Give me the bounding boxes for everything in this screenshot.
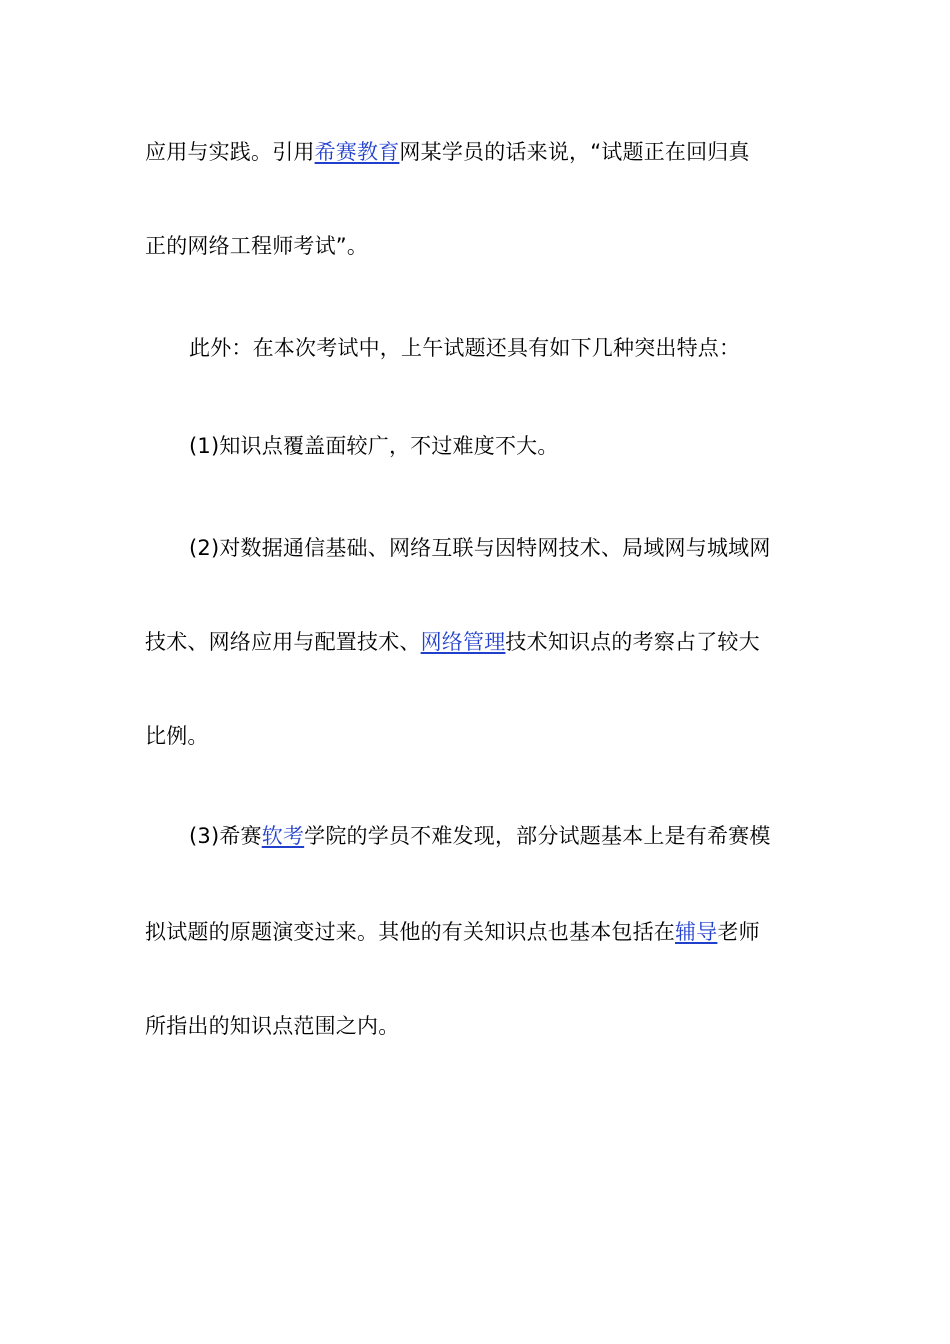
- text-segment: 技术、网络应用与配置技术、: [145, 630, 421, 654]
- link-network-management[interactable]: 网络管理: [420, 630, 506, 654]
- text-segment: (3)希赛: [189, 824, 262, 848]
- link-tutoring[interactable]: 辅导: [675, 920, 718, 944]
- list-item-2-line-3: [145, 722, 209, 750]
- list-item-2-line-1: [189, 534, 771, 562]
- text-segment: 应用与实践。引用: [145, 140, 315, 164]
- text-segment: 比例。: [145, 724, 209, 748]
- text-segment: (2)对数据通信基础、网络互联与因特网技术、局域网与城域网: [189, 536, 771, 560]
- text-segment: 所指出的知识点范围之内。: [145, 1014, 400, 1038]
- paragraph-2-line-1: [189, 334, 740, 362]
- text-segment: 此外：在本次考试中，上午试题还具有如下几种突出特点：: [189, 336, 741, 360]
- list-item-1: [189, 432, 559, 460]
- link-xisai-education[interactable]: 希赛教育: [314, 140, 400, 164]
- text-segment: (1)知识点覆盖面较广，不过难度不大。: [189, 434, 559, 458]
- text-segment: 正的网络工程师考试”。: [145, 234, 369, 258]
- list-item-3-line-2: [145, 918, 760, 946]
- text-segment: 技术知识点的考察占了较大: [505, 630, 760, 654]
- text-segment: 学院的学员不难发现，部分试题基本上是有希赛模: [304, 824, 771, 848]
- list-item-2-line-2: [145, 628, 760, 656]
- text-segment: 老师: [717, 920, 760, 944]
- text-segment: 网某学员的话来说，“试题正在回归真: [399, 140, 750, 164]
- paragraph-1-line-1: [145, 138, 750, 166]
- link-ruankao[interactable]: 软考: [261, 824, 305, 848]
- paragraph-1-line-2: [145, 232, 368, 260]
- list-item-3-line-1: [189, 822, 771, 850]
- list-item-3-line-3: [145, 1012, 399, 1040]
- text-segment: 拟试题的原题演变过来。其他的有关知识点也基本包括在: [145, 920, 675, 944]
